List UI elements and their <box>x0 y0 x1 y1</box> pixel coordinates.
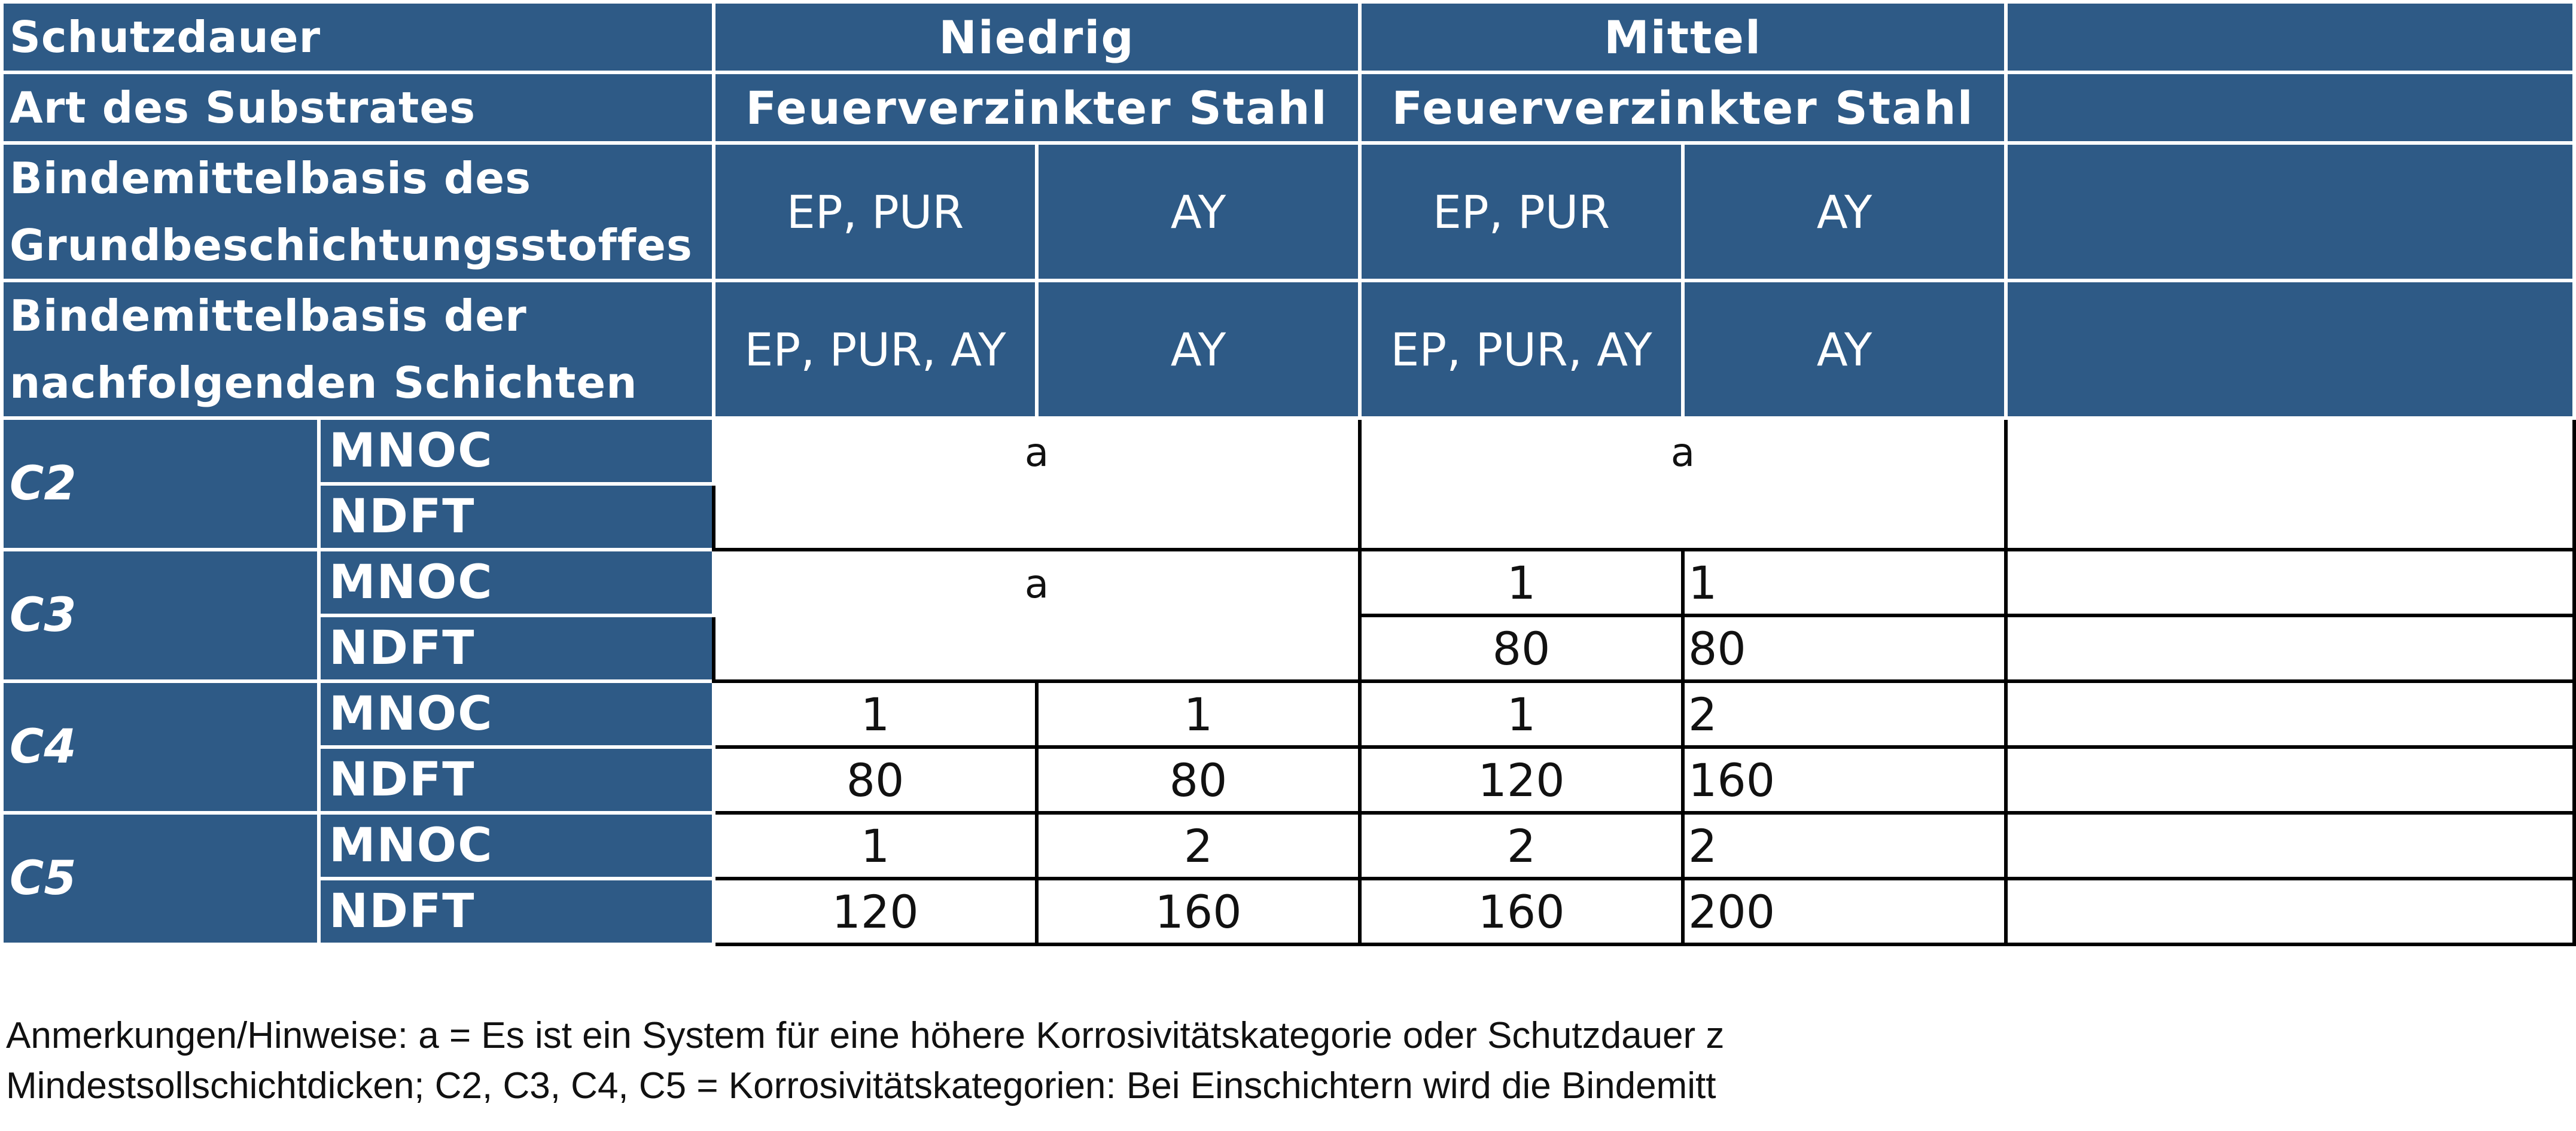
label-schutzdauer: Schutzdauer <box>2 2 714 72</box>
c3-filler-ndft <box>2006 615 2574 681</box>
primer-mittel-1: EP, PUR <box>1360 143 1683 281</box>
header-mittel: Mittel <box>1360 2 2006 72</box>
c4-niedrig-1-mnoc: 1 <box>714 681 1037 747</box>
c5-mittel-2-mnoc: 2 <box>1683 813 2006 879</box>
c4-mittel-1-ndft: 120 <box>1360 747 1683 813</box>
c5-niedrig-2-ndft: 160 <box>1037 879 1360 944</box>
subsequent-niedrig-1: EP, PUR, AY <box>714 281 1037 418</box>
param-mnoc: MNOC <box>319 550 714 615</box>
primer-mittel-2: AY <box>1683 143 2006 281</box>
c4-filler-mnoc <box>2006 681 2574 747</box>
row-c2-mnoc <box>2 418 2574 484</box>
c4-mittel-2-mnoc: 2 <box>1683 681 2006 747</box>
param-ndft: NDFT <box>319 747 714 813</box>
substrate-niedrig: Feuerverzinkter Stahl <box>714 72 1360 143</box>
c2-filler <box>2006 418 2574 550</box>
param-ndft: NDFT <box>319 484 714 550</box>
c4-filler-ndft <box>2006 747 2574 813</box>
c3-mittel-2-ndft: 80 <box>1683 615 2006 681</box>
category-c5: C5 <box>2 813 319 944</box>
c5-niedrig-2-mnoc: 2 <box>1037 813 1360 879</box>
c4-niedrig-2-mnoc: 1 <box>1037 681 1360 747</box>
subsequent-mittel-1: EP, PUR, AY <box>1360 281 1683 418</box>
param-mnoc: MNOC <box>319 681 714 747</box>
c4-niedrig-2-ndft: 80 <box>1037 747 1360 813</box>
notes-line-2: Mindestsollschichtdicken; C2, C3, C4, C5 = Korrosivitätskategorien: Bei Einschichtern wird die Bindemitt <box>6 1065 1716 1106</box>
category-c3: C3 <box>2 550 319 681</box>
row-schutzdauer <box>2 2 2574 72</box>
primer-niedrig-1: EP, PUR <box>714 143 1037 281</box>
c5-mittel-1-mnoc: 2 <box>1360 813 1683 879</box>
row-grundbeschichtung <box>2 143 2574 281</box>
header-filler <box>2006 2 2574 72</box>
row-substrat <box>2 72 2574 143</box>
row-c4-ndft <box>2 747 2574 813</box>
primer-filler <box>2006 143 2574 281</box>
row-nachfolgende-schichten <box>2 281 2574 418</box>
c5-mittel-1-ndft: 160 <box>1360 879 1683 944</box>
c5-niedrig-1-ndft: 120 <box>714 879 1037 944</box>
c5-filler-ndft <box>2006 879 2574 944</box>
param-ndft: NDFT <box>319 615 714 681</box>
subsequent-niedrig-2: AY <box>1037 281 1360 418</box>
param-mnoc: MNOC <box>319 813 714 879</box>
label-art-des-substrates: Art des Substrates <box>2 72 714 143</box>
notes-line-1: Anmerkungen/Hinweise: a = Es ist ein System für eine höhere Korrosivitätskategorie oder Schutzdauer z <box>6 1015 1725 1056</box>
c3-mittel-1-ndft: 80 <box>1360 615 1683 681</box>
substrate-mittel: Feuerverzinkter Stahl <box>1360 72 2006 143</box>
c3-mittel-2-mnoc: 1 <box>1683 550 2006 615</box>
table-notes <box>6 1011 2519 1111</box>
c2-niedrig-merged: a <box>714 418 1360 550</box>
subsequent-filler <box>2006 281 2574 418</box>
header-niedrig: Niedrig <box>714 2 1360 72</box>
row-c5-ndft <box>2 879 2574 944</box>
row-c3-mnoc <box>2 550 2574 615</box>
c4-mittel-2-ndft: 160 <box>1683 747 2006 813</box>
label-bindemittel-nachfolgend: Bindemittelbasis der nachfolgenden Schichten <box>2 281 714 418</box>
c5-niedrig-1-mnoc: 1 <box>714 813 1037 879</box>
row-c4-mnoc <box>2 681 2574 747</box>
c4-mittel-1-mnoc: 1 <box>1360 681 1683 747</box>
category-c2: C2 <box>2 418 319 550</box>
c4-niedrig-1-ndft: 80 <box>714 747 1037 813</box>
row-c5-mnoc <box>2 813 2574 879</box>
label-bindemittel-grund: Bindemittelbasis des Grundbeschichtungsstoffes <box>2 143 714 281</box>
c2-mittel-merged: a <box>1360 418 2006 550</box>
c5-filler-mnoc <box>2006 813 2574 879</box>
c3-filler-mnoc <box>2006 550 2574 615</box>
param-mnoc: MNOC <box>319 418 714 484</box>
c3-niedrig-merged: a <box>714 550 1360 681</box>
primer-niedrig-2: AY <box>1037 143 1360 281</box>
c5-mittel-2-ndft: 200 <box>1683 879 2006 944</box>
substrate-filler <box>2006 72 2574 143</box>
subsequent-mittel-2: AY <box>1683 281 2006 418</box>
param-ndft: NDFT <box>319 879 714 944</box>
c3-mittel-1-mnoc: 1 <box>1360 550 1683 615</box>
category-c4: C4 <box>2 681 319 813</box>
